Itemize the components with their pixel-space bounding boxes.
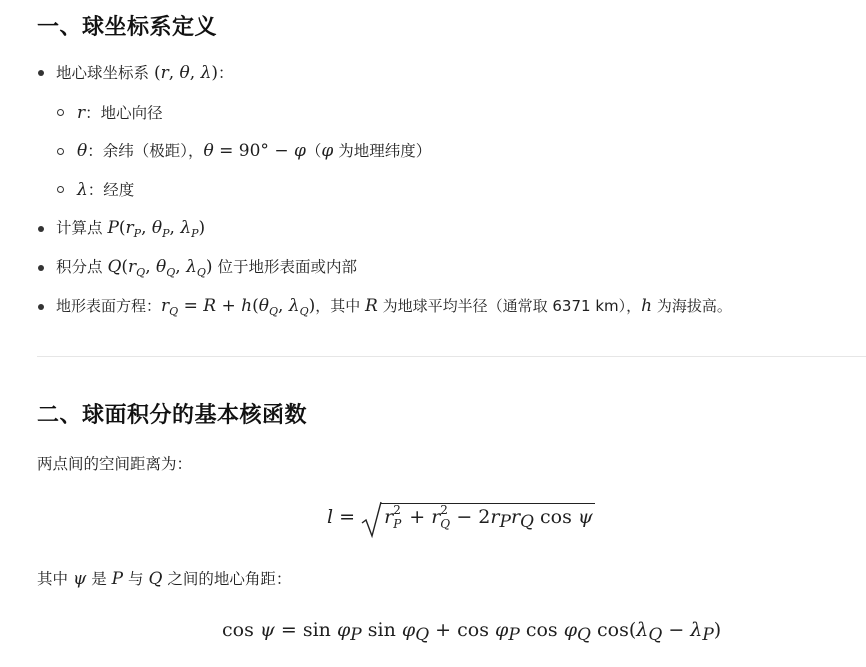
list-item-text: ： (218, 64, 234, 82)
sub-item-theta (77, 141, 431, 161)
equation-distance: l = r 2 P + r 2 Q − $2r_Pr_Q$ cos ψ (327, 503, 595, 528)
list-item-text: 计算点 (56, 219, 108, 237)
sub-item-text: ：地心向径 (85, 104, 163, 122)
bullet-dot (38, 70, 44, 76)
math-inline: r (77, 103, 86, 123)
list-item-text: 为地球平均半径（通常取 6371 km）， (377, 297, 642, 315)
radical-sign-icon (361, 501, 383, 539)
math-inline: ψ (72, 569, 87, 589)
math-inline: h (641, 296, 653, 316)
math-inline: P (111, 569, 124, 589)
math-inline: θ = 90° − φ (203, 141, 306, 161)
sub-item-lambda (77, 180, 134, 200)
math-inline: $P(r_P$, $\theta_P$, $\lambda_P$) (107, 218, 206, 240)
list-item-text: 为海拔高。 (652, 297, 732, 315)
bullet-dot (38, 265, 44, 271)
sqrt-symbol: r 2 P + r 2 Q − $2r_Pr_Q$ cos ψ (361, 503, 595, 528)
paragraph-text: 其中 (37, 570, 73, 588)
list-item-text: 地形表面方程： (56, 297, 162, 315)
sub-item-text: ：余纬（极距）， (87, 142, 204, 160)
math-inline: φ (321, 141, 334, 161)
sub-item-text: 为地理纬度） (333, 142, 432, 160)
math-inline: θ (77, 141, 88, 161)
list-item-text: ，其中 (315, 297, 366, 315)
bullet-dot (38, 304, 44, 310)
list-item-text: 位于地形表面或内部 (212, 258, 357, 276)
math-inline: $Q(r_Q$, $\theta_Q$, $\lambda_Q$) (107, 257, 213, 279)
list-item-text: 积分点 (56, 258, 108, 276)
sub-item-text: （ (305, 142, 322, 160)
math-inline: R (365, 296, 378, 316)
list-item-surface-equation (56, 296, 732, 316)
paragraph-text: 与 (123, 570, 149, 588)
math-inline: Q (148, 569, 163, 589)
math-inline: $r_Q = R + h(\theta_Q$, $\lambda_Q$) (161, 296, 316, 318)
paragraph-distance: 两点间的空间距离为： (37, 455, 193, 473)
equation-cos-psi: $\cos \psi = \sin \varphi_P$ $\sin \varphi_Q + \cos \varphi_P$ $\cos \varphi_Q$ $\cos(\lambda_Q - \lambda_P)$ (222, 619, 722, 645)
list-item-integration-point (56, 257, 357, 277)
sub-item-r (77, 103, 163, 123)
sub-item-text: ：经度 (87, 181, 135, 199)
list-item-computation-point (56, 218, 205, 238)
list-item-coordinate-system (56, 63, 234, 83)
math-inline: (r, θ, λ) (153, 63, 219, 83)
paragraph-text: 之间的地心角距： (162, 570, 292, 588)
paragraph-angular-distance (37, 569, 291, 589)
paragraph-text: 是 (86, 570, 112, 588)
list-item-text: 地心球坐标系 (56, 64, 154, 82)
section-heading-1: 一、球坐标系定义 (37, 15, 218, 40)
bullet-dot (38, 226, 44, 232)
math-inline: λ (77, 180, 88, 200)
section-divider (37, 356, 866, 357)
sub-bullet-circle (57, 109, 64, 116)
section-heading-2: 二、球面积分的基本核函数 (37, 403, 308, 428)
sub-bullet-circle (57, 186, 64, 193)
sub-bullet-circle (57, 148, 64, 155)
